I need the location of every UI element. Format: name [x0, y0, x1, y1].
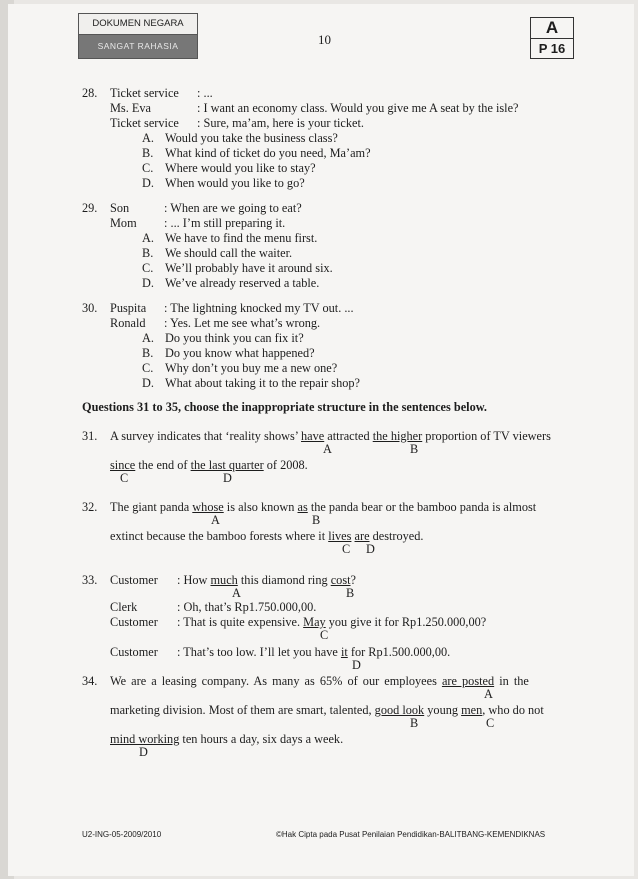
text: young: [424, 703, 462, 717]
underlined-part-a: are posted: [441, 674, 495, 688]
marker-b: B: [346, 586, 355, 600]
page-number: 10: [318, 32, 331, 47]
speaker: Son: [110, 201, 130, 215]
option-text: Where would you like to stay?: [165, 161, 316, 175]
underlined-part-a: have: [301, 429, 325, 443]
underlined-part-b: good look: [374, 703, 425, 717]
question-number: 30.: [82, 301, 98, 315]
option-letter: D.: [142, 376, 154, 390]
marker-c: C: [320, 628, 329, 642]
text: A survey indicates that ‘reality shows’: [110, 429, 302, 443]
option-letter: A.: [142, 131, 154, 145]
option-text: We should call the waiter.: [165, 246, 293, 260]
text: in the: [494, 674, 529, 688]
text: : That’s too low. I’ll let you have: [177, 645, 341, 659]
speaker: Ms. Eva: [110, 101, 151, 115]
option-text: Do you think you can fix it?: [165, 331, 304, 345]
speaker: Mom: [110, 216, 137, 230]
marker-d: D: [366, 542, 375, 556]
code-letter: A: [531, 18, 573, 39]
question-number: 32.: [82, 500, 98, 514]
question-number: 33.: [82, 573, 98, 587]
marker-d: D: [352, 658, 361, 672]
text: ten hours a day, six days a week.: [179, 732, 344, 746]
question-number: 31.: [82, 429, 98, 443]
option-text: We’ve already reserved a table.: [165, 276, 320, 290]
option-text: When would you like to go?: [165, 176, 305, 190]
footer-doc-code: U2-ING-05-2009/2010: [82, 830, 162, 839]
text: : How: [177, 573, 211, 587]
underlined-part-d: it: [340, 645, 348, 659]
dialogue-line: : The lightning knocked my TV out. ...: [164, 301, 354, 315]
question-number: 34.: [82, 674, 98, 688]
marker-a: A: [484, 687, 493, 701]
underlined-part-c: May: [303, 615, 326, 629]
option-letter: C.: [142, 161, 154, 175]
option-letter: C.: [142, 361, 154, 375]
option-text: Would you take the business class?: [165, 131, 338, 145]
question-number: 28.: [82, 86, 98, 100]
option-text: Do you know what happened?: [165, 346, 315, 360]
text: is also known: [223, 500, 298, 514]
code-packet: P 16: [538, 41, 566, 56]
marker-c: C: [120, 471, 129, 485]
speaker: Ticket service: [110, 86, 179, 100]
marker-c: C: [486, 716, 495, 730]
underlined-part-c: since: [110, 458, 136, 472]
option-letter: A.: [142, 331, 154, 345]
dialogue-line: [177, 645, 450, 660]
option-letter: B.: [142, 146, 154, 160]
marker-b: B: [312, 513, 321, 527]
text: destroyed.: [369, 529, 424, 543]
text: : That is quite expensive.: [177, 615, 304, 629]
text: for Rp1.500.000,00.: [347, 645, 451, 659]
underlined-part-d: are: [354, 529, 370, 543]
speaker: Customer: [110, 615, 158, 629]
marker-a: A: [232, 586, 241, 600]
text: We are a leasing company. As many as 65% of our employees: [110, 674, 442, 688]
option-letter: B.: [142, 346, 154, 360]
dialogue-line: : ...: [197, 86, 213, 100]
text: marketing division. Most of them are smart, talented,: [110, 703, 375, 717]
text: extinct because the bamboo forests where it: [110, 529, 329, 543]
text: The giant panda: [110, 500, 193, 514]
text: this diamond ring: [237, 573, 331, 587]
option-letter: A.: [142, 231, 154, 245]
marker-d: D: [223, 471, 232, 485]
dialogue-line: : When are we going to eat?: [164, 201, 302, 215]
classification-box: [78, 13, 198, 59]
text: the panda bear or the bamboo panda is almost: [307, 500, 537, 514]
sentence-line-1: [110, 500, 536, 515]
underlined-part-a: whose: [192, 500, 224, 514]
dialogue-line: : Yes. Let me see what’s wrong.: [164, 316, 321, 330]
footer-copyright: ©Hak Cipta pada Pusat Penilaian Pendidikan-BALITBANG-KEMENDIKNAS: [276, 830, 546, 839]
speaker: Ticket service: [110, 116, 179, 130]
section-instruction: Questions 31 to 35, choose the inappropriate structure in the sentences below.: [82, 400, 487, 414]
text: proportion of TV viewers: [422, 429, 551, 443]
marker-a: A: [323, 442, 332, 456]
marker-c: C: [342, 542, 351, 556]
sentence-line-2: [110, 458, 308, 473]
option-text: Why don’t you buy me a new one?: [165, 361, 338, 375]
option-text: We have to find the menu first.: [165, 231, 318, 245]
marker-a: A: [211, 513, 220, 527]
sangat-rahasia-label: SANGAT RAHASIA: [79, 35, 197, 58]
option-text: What about taking it to the repair shop?: [165, 376, 360, 390]
question-number: 29.: [82, 201, 98, 215]
dialogue-line: : I want an economy class. Would you give me A seat by the isle?: [197, 101, 519, 115]
text: , who do not: [482, 703, 544, 717]
dialogue-line: : Oh, that’s Rp1.750.000,00.: [177, 600, 317, 614]
marker-b: B: [410, 442, 419, 456]
dialogue-line: [177, 615, 486, 630]
option-text: What kind of ticket do you need, Ma’am?: [165, 146, 371, 160]
packet-code-box: [530, 17, 574, 59]
speaker: Ronald: [110, 316, 146, 330]
text: of 2008.: [263, 458, 308, 472]
text: you give it for Rp1.250.000,00?: [325, 615, 487, 629]
option-letter: B.: [142, 246, 154, 260]
speaker: Clerk: [110, 600, 138, 614]
underlined-part-c: lives: [328, 529, 352, 543]
speaker: Puspita: [110, 301, 147, 315]
sentence-line-2: [110, 703, 544, 718]
marker-b: B: [410, 716, 419, 730]
speaker: Customer: [110, 645, 158, 659]
underlined-part-b: as: [297, 500, 308, 514]
dialogue-line: : Sure, ma’am, here is your ticket.: [197, 116, 364, 130]
marker-d: D: [139, 745, 148, 759]
dokumen-negara-label: DOKUMEN NEGARA: [79, 14, 197, 35]
option-letter: D.: [142, 176, 154, 190]
underlined-part-b: cost: [330, 573, 351, 587]
dialogue-line: : ... I’m still preparing it.: [164, 216, 286, 230]
underlined-part-c: men: [461, 703, 483, 717]
underlined-part-b: the higher: [372, 429, 423, 443]
text: the end of: [135, 458, 191, 472]
text: attracted: [324, 429, 373, 443]
underlined-part-a: much: [210, 573, 238, 587]
option-letter: D.: [142, 276, 154, 290]
text: ?: [350, 573, 356, 587]
sentence-line-1: [110, 674, 529, 689]
option-text: We’ll probably have it around six.: [165, 261, 333, 275]
dialogue-line: [177, 573, 356, 588]
option-letter: C.: [142, 261, 154, 275]
underlined-part-d: mind working: [110, 732, 180, 746]
underlined-part-d: the last quarter: [190, 458, 264, 472]
sentence-line-2: [110, 529, 424, 544]
speaker: Customer: [110, 573, 158, 587]
